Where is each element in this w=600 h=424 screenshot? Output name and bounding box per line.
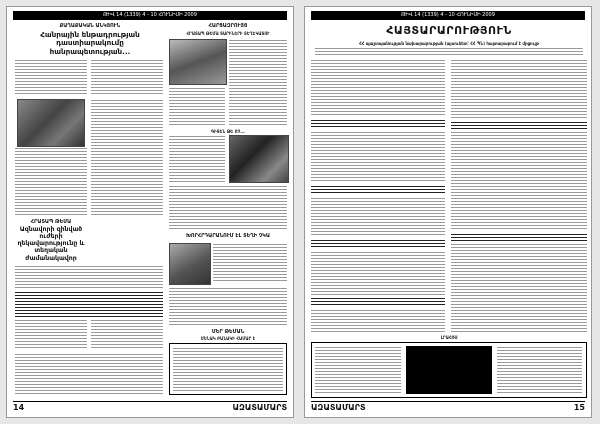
newspaper-logo: ԱԶԱՏԱՄԱՐՏ xyxy=(311,403,366,412)
interview-title: ՀՐԱՏԱՊ ԹԵՄԱ ՏԱՐԻՆԵՐԻ ՏԵՂԵԿԱՏՈՒ xyxy=(186,31,270,36)
bottom-rubric: ՄԵՐ ԹԵՄԱՆ xyxy=(211,329,245,335)
intro-text xyxy=(315,47,583,55)
announcement-text-block xyxy=(451,243,587,333)
announcement-text-block xyxy=(311,197,445,237)
main-headline: Հանրային ենթադրության դաստիարակումը հանրապետության... xyxy=(40,30,140,56)
bold-paragraph xyxy=(451,233,587,241)
interview-text-block xyxy=(169,135,225,183)
rubric-top: ՔԱՂԱՔԱԿԱՆ ԱՆԿՅՈՒՆ xyxy=(59,23,121,29)
small-headline: ԽՈՐՀՐԴԱՐԱՆՈՒՄ ԷԼ ՏԵՂԻ ՉԿԱ xyxy=(186,233,270,239)
group-photo xyxy=(229,135,289,183)
article-text-block xyxy=(213,243,287,283)
article-text-block xyxy=(15,353,163,395)
left-footer xyxy=(13,401,287,414)
left-page-header: ԹԻՎ 14 (1339) 4 - 10 ՀՈՒՆԻՍԻ 2009 xyxy=(13,11,287,20)
article-text-block xyxy=(91,319,163,349)
bold-text-block xyxy=(15,291,163,317)
boxed-article xyxy=(169,343,287,395)
news-text xyxy=(315,346,401,394)
rubric-mid: ՀՐԱՏԱՊ ԹԵՄԱ xyxy=(30,219,72,225)
portrait-photo xyxy=(169,39,227,85)
news-section-label: ԼՐԱՀՈՍ xyxy=(440,335,458,340)
news-box xyxy=(311,342,587,398)
article-text-block xyxy=(15,59,87,95)
article2-headline: Ազնավորի զինված ուժերի ղեկավարությունը և տեղական ժամանակավոր xyxy=(17,226,85,262)
news-text xyxy=(497,346,582,394)
announcement-text-block xyxy=(311,131,445,183)
article-text-block xyxy=(91,99,163,215)
article-text-block xyxy=(169,287,287,327)
right-footer xyxy=(311,401,585,414)
article-text-block xyxy=(15,147,87,215)
announcement-intro: ՀՀ պաշտպանության նախարարության (այսուհետ՝ ՀՀ ՊՆ) հայտարարում է մրցույթ xyxy=(359,41,539,46)
bold-paragraph xyxy=(451,121,587,129)
announcement-text-block xyxy=(451,59,587,119)
page-number: 14 xyxy=(13,403,25,412)
newspaper-logo: ԱԶԱՏԱՄԱՐՏ xyxy=(232,403,287,412)
bold-paragraph xyxy=(311,239,445,249)
article-text-block xyxy=(15,265,163,289)
bold-paragraph xyxy=(311,297,445,307)
soldier-photo xyxy=(169,243,211,285)
right-page xyxy=(304,6,592,418)
interview-text-block xyxy=(229,39,287,127)
interview-text-block xyxy=(169,185,287,229)
announcement-text-block xyxy=(311,309,445,333)
right-page-header: ԹԻՎ 14 (1339) 4 - 10 ՀՈՒՆԻՍԻ 2009 xyxy=(311,11,585,20)
quote-label: ԳԻՏԵՆ ԹԵ ՈՉ... xyxy=(211,129,245,134)
left-page xyxy=(6,6,294,418)
bottom-headline: ՄԵՆԱԿ ԲԱՆԱԿԻ ՀԱՄԱՐ Է xyxy=(200,336,256,341)
article-text-block xyxy=(91,59,163,95)
announcement-text-block xyxy=(311,251,445,295)
news-dark-panel xyxy=(406,346,492,394)
announcement-text-block xyxy=(311,59,445,117)
interview-text-block xyxy=(169,87,225,127)
bold-paragraph xyxy=(311,185,445,195)
announcement-text-block xyxy=(451,131,587,231)
interview-rubric: ՀԱՐՑԱԶՐՈՒՅՑ xyxy=(208,23,248,29)
boxed-text xyxy=(173,347,283,391)
article-photo xyxy=(17,99,85,147)
announcement-title: ՀԱՅՏԱՐԱՐՈՒԹՅՈՒՆ xyxy=(386,24,512,37)
page-number: 15 xyxy=(573,403,585,412)
bold-paragraph xyxy=(311,119,445,129)
article-text-block xyxy=(15,319,87,349)
